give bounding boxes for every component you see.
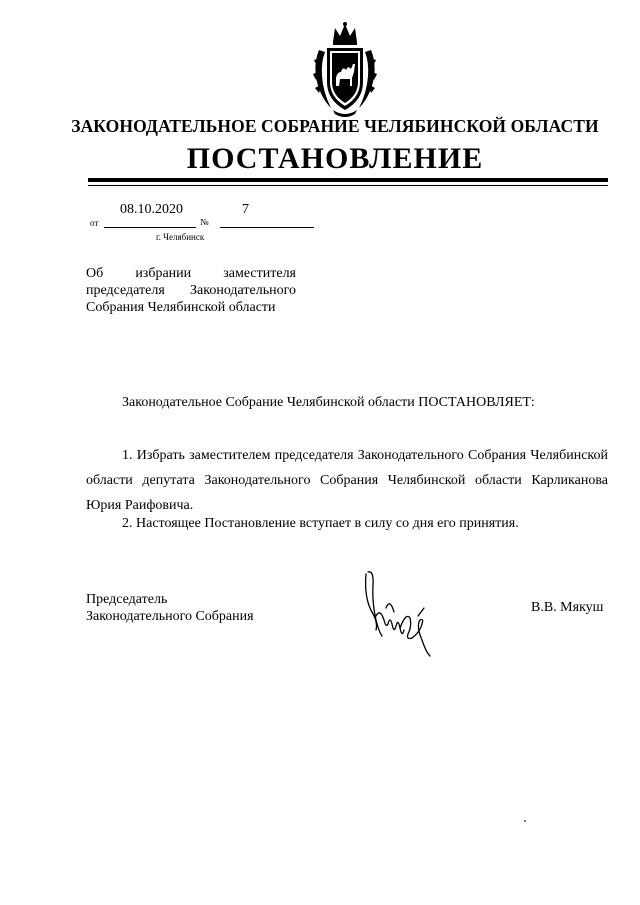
header-divider-thin bbox=[88, 185, 608, 186]
number-label: № bbox=[200, 217, 209, 227]
organization-name: ЗАКОНОДАТЕЛЬНОЕ СОБРАНИЕ ЧЕЛЯБИНСКОЙ ОБЛАСТИ bbox=[71, 116, 599, 136]
decree-item-1: 1. Избрать заместителем председателя Законодательного Собрания Челябинской области депутата Законодательного Собрания Челябинской области Карликанова Юрия Раифовича. bbox=[86, 448, 608, 513]
date-label: от bbox=[90, 218, 99, 228]
date-underline bbox=[104, 227, 196, 228]
document-subject: Об избрании заместителя председателя Законодательного Собрания Челябинской области bbox=[86, 266, 296, 315]
decree-item-2: 2. Настоящее Постановление вступает в силу со дня его принятия. bbox=[122, 516, 519, 531]
number-underline bbox=[220, 227, 314, 228]
header-divider-thick bbox=[88, 178, 608, 182]
signatory-title-line-2: Законодательного Собрания bbox=[86, 609, 254, 624]
document-city: г. Челябинск bbox=[156, 232, 205, 242]
signatory-title bbox=[86, 591, 254, 625]
signatory-name: В.В. Мякуш bbox=[531, 600, 604, 615]
document-date: 08.10.2020 bbox=[120, 202, 183, 217]
handwritten-signature-icon bbox=[360, 568, 450, 660]
scan-speck bbox=[524, 820, 526, 822]
decree-statement: Законодательное Собрание Челябинской области ПОСТАНОВЛЯЕТ: bbox=[122, 395, 535, 410]
coat-of-arms-icon bbox=[311, 20, 379, 120]
signatory-title-line-1: Председатель bbox=[86, 592, 168, 607]
document-number: 7 bbox=[242, 202, 249, 217]
document-title: ПОСТАНОВЛЕНИЕ bbox=[186, 142, 484, 175]
